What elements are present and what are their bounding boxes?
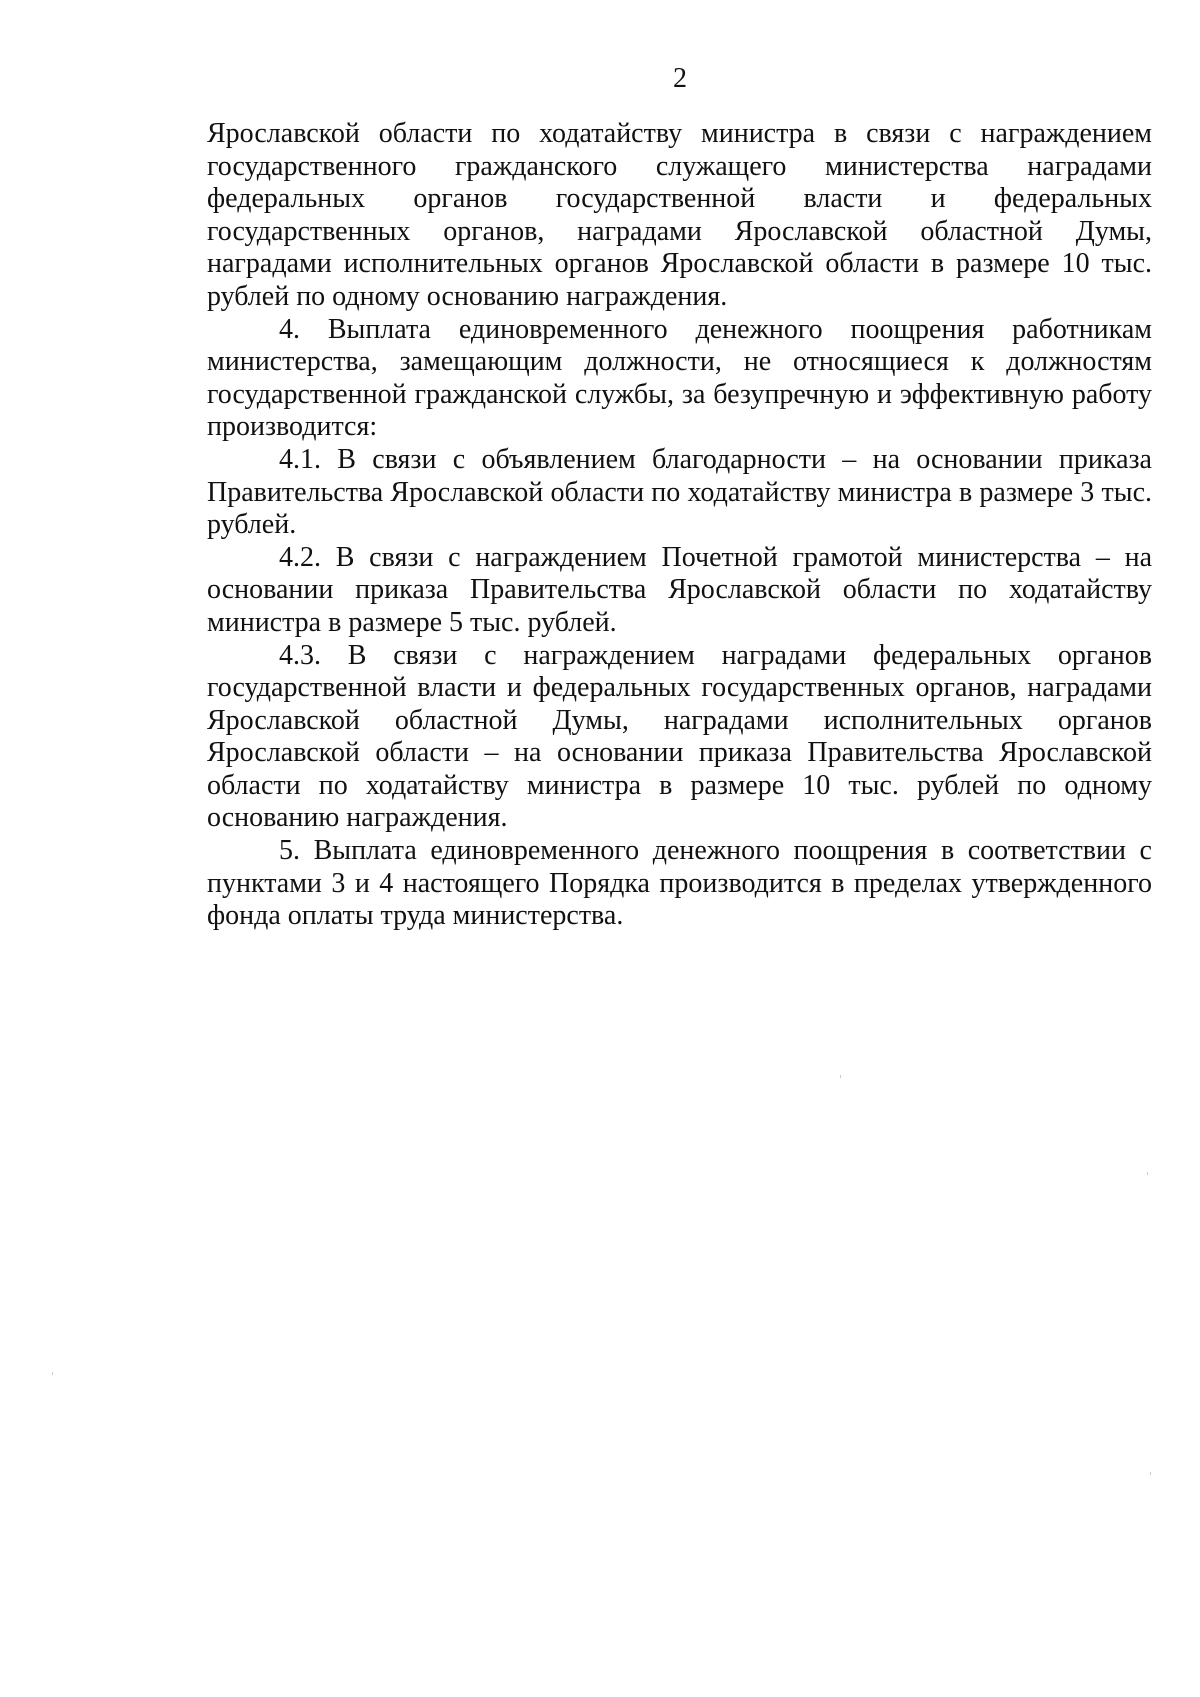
paragraph-item-4: 4. Выплата единовременного денежного поощрения работникам министерства, замещающим должности, не относящиеся к должностям государственной гражданской службы, за безупречную и эффективную работу производится: xyxy=(207,313,1152,443)
paragraph-item-4-2: 4.2. В связи с награждением Почетной грамотой министерства – на основании приказа Правительства Ярославской области по ходатайству министра в размере 5 тыс. рублей. xyxy=(207,541,1152,638)
scan-speck xyxy=(1150,1472,1151,1475)
paragraph-item-4-1: 4.1. В связи с объявлением благодарности – на основании приказа Правительства Ярославской области по ходатайству министра в размере 3 тыс. рублей. xyxy=(207,443,1152,541)
paragraph-item-4-3: 4.3. В связи с награждением наградами федеральных органов государственной власти и федеральных государственных органов, наградами Ярославской областной Думы, наградами исполнительных органов Ярославской области – на основании приказа Правительства Ярославской области по ходатайству министра в размере 10 тыс. рублей по одному основанию награждения. xyxy=(207,639,1152,834)
paragraph-item-5: 5. Выплата единовременного денежного поощрения в соответствии с пунктами 3 и 4 настоящего Порядка производится в пределах утвержденного фонда оплаты труда министерства. xyxy=(207,835,1152,932)
scan-speck xyxy=(52,1372,53,1375)
scan-speck xyxy=(1147,1172,1148,1175)
scan-speck xyxy=(840,1075,841,1078)
page-number: 2 xyxy=(673,63,687,94)
paragraph-continuation: Ярославской области по ходатайству министра в связи с награждением государственного гражданского служащего министерства наградами федеральных органов государственной власти и федеральных государственных органов, наградами Ярославской областной Думы, наградами исполнительных органов Ярославской области в размере 10 тыс. рублей по одному основанию награждения. xyxy=(207,118,1152,312)
document-body xyxy=(207,118,1152,933)
